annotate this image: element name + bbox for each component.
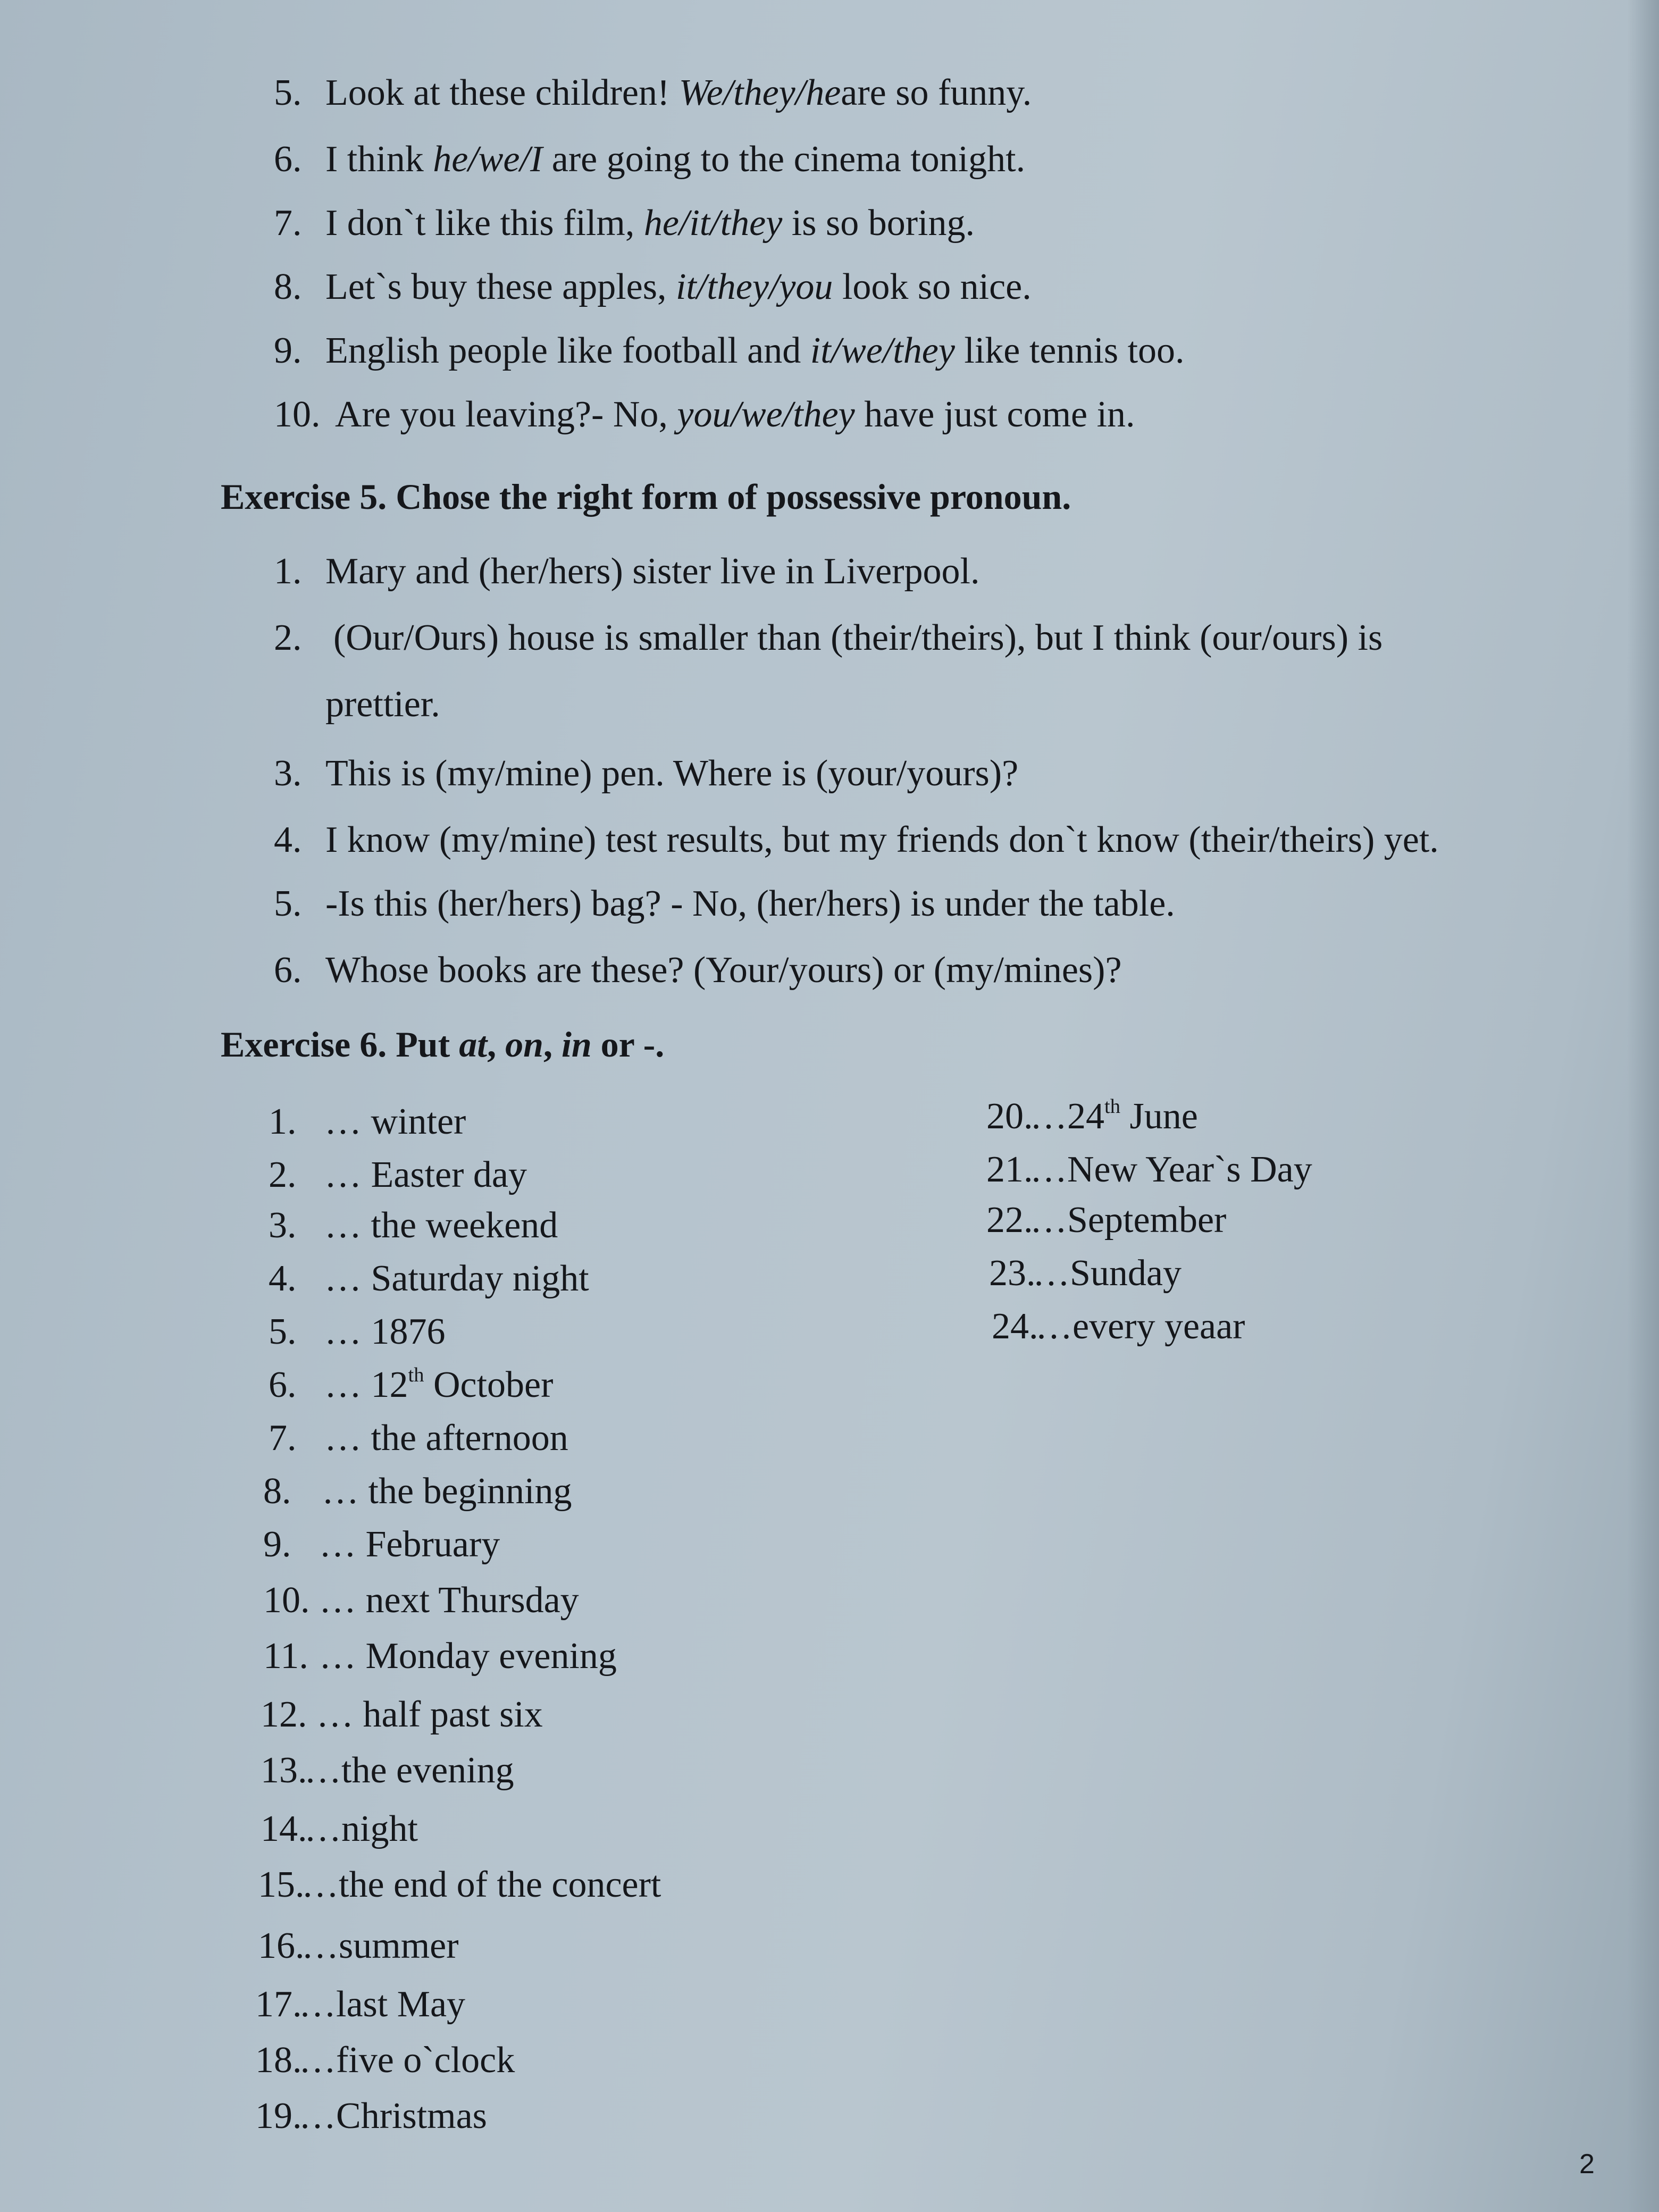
- item-number: 15.: [258, 1864, 305, 1905]
- ex6-item-17: 17.…last May: [255, 1984, 466, 2025]
- item-number: 14.: [261, 1808, 307, 1849]
- ex6-item-14: 14.…night: [261, 1808, 418, 1849]
- ex5-item-2-continuation: prettier.: [325, 684, 440, 725]
- ex5-item-1: 1. Mary and (her/hers) sister live in Liverpool.: [274, 551, 980, 592]
- ex6-item-9: 9. … February: [263, 1524, 500, 1565]
- ex6-item-3: 3. … the weekend: [269, 1205, 558, 1246]
- ex6-item-24: 24.…every yeaar: [992, 1306, 1245, 1347]
- ex6-item-15: 15.…the end of the concert: [258, 1864, 661, 1905]
- item-number: 8.: [263, 1471, 291, 1512]
- ex6-item-21: 21.…New Year`s Day: [986, 1149, 1312, 1190]
- ex6-item-11: 11. … Monday evening: [263, 1636, 617, 1677]
- item-number: 11.: [263, 1636, 308, 1677]
- ex6-item-19: 19.…Christmas: [255, 2096, 487, 2136]
- ex6-item-1: 1. … winter: [269, 1101, 466, 1142]
- ex6-item-8: 8. … the beginning: [263, 1471, 572, 1512]
- item-number: 7.: [269, 1418, 297, 1459]
- ex5-item-4: 4. I know (my/mine) test results, but my friends don`t know (their/theirs) yet.: [274, 819, 1439, 860]
- item-number: 23.: [989, 1253, 1036, 1294]
- ex6-item-2: 2. … Easter day: [269, 1154, 527, 1195]
- ex4-item-8: 8. Let`s buy these apples, it/they/you look so nice.: [274, 266, 1032, 307]
- ex5-item-6: 6. Whose books are these? (Your/yours) or (my/mines)?: [274, 950, 1122, 991]
- item-number: 3.: [274, 753, 302, 794]
- ex4-item-7: 7. I don`t like this film, he/it/they is so boring.: [274, 203, 975, 244]
- item-number: 21.: [986, 1149, 1033, 1190]
- ex4-item-5: 5. Look at these children! We/they/heare so funny.: [274, 72, 1032, 113]
- exercise-6-heading: Exercise 6. Put at, on, in or -.: [221, 1024, 665, 1065]
- ex5-item-3: 3. This is (my/mine) pen. Where is (your/yours)?: [274, 753, 1019, 794]
- item-number: 2.: [269, 1154, 297, 1195]
- item-number: 6.: [274, 950, 302, 991]
- item-number: 17.: [255, 1984, 302, 2025]
- ex6-item-18: 18.…five o`clock: [255, 2040, 515, 2081]
- ex6-item-7: 7. … the afternoon: [269, 1418, 568, 1459]
- item-number: 9.: [263, 1524, 291, 1565]
- page-number: 2: [1579, 2149, 1595, 2180]
- ex6-item-13: 13.…the evening: [261, 1750, 514, 1791]
- item-number: 6.: [274, 139, 302, 180]
- item-number: 6.: [269, 1364, 297, 1405]
- item-number: 1.: [274, 551, 302, 592]
- ex6-item-12: 12. … half past six: [261, 1694, 543, 1735]
- item-number: 10.: [263, 1580, 310, 1621]
- item-number: 5.: [269, 1311, 297, 1352]
- item-number: 5.: [274, 883, 302, 924]
- item-number: 12.: [261, 1694, 307, 1735]
- item-number: 9.: [274, 330, 302, 371]
- ex6-item-22: 22.…September: [986, 1200, 1227, 1241]
- item-number: 19.: [255, 2096, 302, 2136]
- ex6-item-16: 16.…summer: [258, 1925, 459, 1966]
- ex4-item-6: 6. I think he/we/I are going to the cinema tonight.: [274, 139, 1026, 180]
- exercise-5-heading: Exercise 5. Chose the right form of possessive pronoun.: [221, 476, 1071, 517]
- item-number: 8.: [274, 266, 302, 307]
- item-number: 13.: [261, 1750, 307, 1791]
- item-number: 4.: [269, 1258, 297, 1299]
- item-number: 18.: [255, 2040, 302, 2081]
- ex6-item-4: 4. … Saturday night: [269, 1258, 589, 1299]
- ex6-item-5: 5. … 1876: [269, 1311, 446, 1352]
- item-number: 22.: [986, 1200, 1033, 1241]
- ex5-item-5: 5. -Is this (her/hers) bag? - No, (her/hers) is under the table.: [274, 883, 1175, 924]
- item-number: 3.: [269, 1205, 297, 1246]
- page-edge-shadow: [1627, 0, 1659, 2212]
- item-number: 1.: [269, 1101, 297, 1142]
- ex6-item-20: 20.…24th June: [986, 1095, 1198, 1137]
- item-number: 10.: [274, 394, 321, 435]
- ex6-item-23: 23.…Sunday: [989, 1253, 1182, 1294]
- item-number: 20.: [986, 1096, 1033, 1137]
- ex6-item-10: 10. … next Thursday: [263, 1580, 579, 1621]
- item-number: 7.: [274, 203, 302, 244]
- item-number: 16.: [258, 1925, 305, 1966]
- item-number: 4.: [274, 819, 302, 860]
- ex4-item-9: 9. English people like football and it/we/they like tennis too.: [274, 330, 1185, 371]
- ex5-item-2: 2. (Our/Ours) house is smaller than (their/theirs), but I think (our/ours) is: [274, 617, 1383, 658]
- item-number: 5.: [274, 72, 302, 113]
- ex4-item-10: 10. Are you leaving?- No, you/we/they have just come in.: [274, 394, 1135, 435]
- item-number: 24.: [992, 1306, 1038, 1347]
- item-number: 2.: [274, 617, 302, 658]
- ex6-item-6: 6. … 12th October: [269, 1364, 554, 1405]
